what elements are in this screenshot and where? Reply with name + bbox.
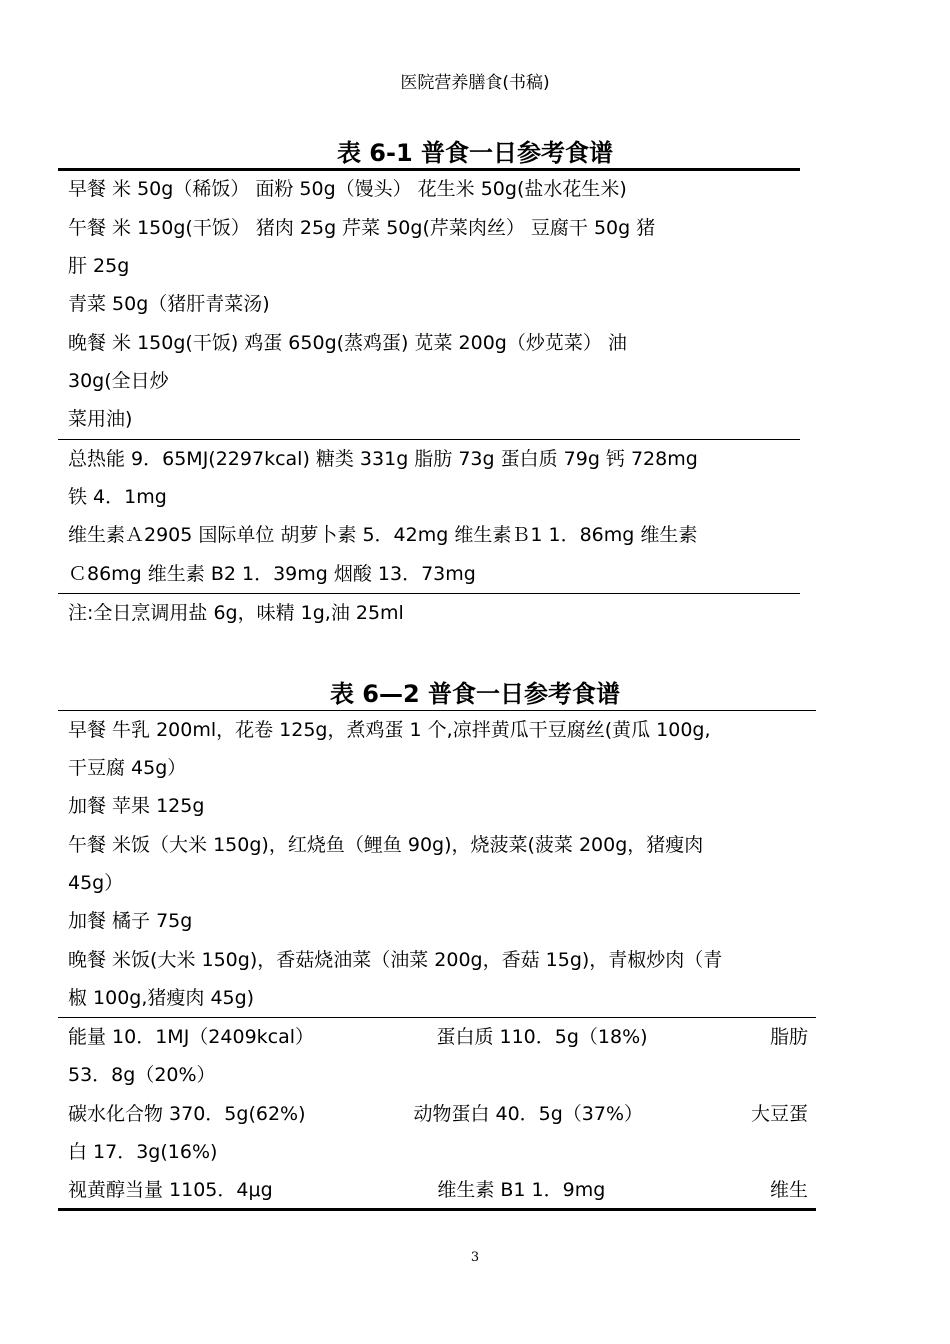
table2-nutrition-row bbox=[68, 1028, 808, 1047]
page-header: 医院营养膳食(书稿) bbox=[400, 73, 550, 93]
table2-menu-line: 加餐 苹果 125g bbox=[68, 795, 205, 817]
table2-menu-line: 午餐 米饭（大米 150g)，红烧鱼（鲤鱼 90g)，烧菠菜(菠菜 200g，猪瘦肉 bbox=[68, 834, 704, 856]
table2-menu-line: 椒 100g,猪瘦肉 45g) bbox=[68, 987, 255, 1009]
table2-top-rule bbox=[58, 710, 816, 711]
table1-nutrition-line: 铁 4．1mg bbox=[68, 486, 167, 508]
table2-mid-rule bbox=[58, 1017, 816, 1018]
table1-top-rule bbox=[58, 168, 800, 171]
page-number: 3 bbox=[470, 1250, 480, 1265]
table2-nutrition-row bbox=[68, 1181, 808, 1200]
fat-label: 脂肪 bbox=[769, 1026, 808, 1048]
table2-menu-line: 干豆腐 45g） bbox=[68, 757, 187, 779]
animal-protein-value: 动物蛋白 40．5g（37%） bbox=[413, 1103, 644, 1125]
table2-menu-line: 晚餐 米饭(大米 150g)，香菇烧油菜（油菜 200g，香菇 15g)，青椒炒肉（青 bbox=[68, 949, 723, 971]
table1-menu-line: 30g(全日炒 bbox=[68, 370, 169, 392]
vitamin-b1-value: 维生素 B1 1．9mg bbox=[437, 1179, 606, 1201]
retinol-value: 视黄醇当量 1105．4μg bbox=[68, 1179, 273, 1201]
carbohydrate-value: 碳水化合物 370．5g(62%) bbox=[68, 1103, 306, 1125]
table1-nutrition-line: 维生素Ａ2905 国际单位 胡萝卜素 5．42mg 维生素Ｂ1 1．86mg 维生素 bbox=[68, 524, 698, 546]
table1-menu-line: 青菜 50g（猪肝青菜汤) bbox=[68, 293, 270, 315]
table2-menu-line: 加餐 橘子 75g bbox=[68, 910, 193, 932]
soy-protein-label: 大豆蛋 bbox=[750, 1103, 808, 1125]
table1-caption: 表 6-1 普食一日参考食谱 bbox=[336, 139, 614, 167]
vitamin-label: 维生 bbox=[769, 1179, 808, 1201]
table2-caption: 表 6—2 普食一日参考食谱 bbox=[329, 680, 621, 708]
energy-value: 能量 10．1MJ（2409kcal） bbox=[68, 1026, 315, 1048]
table1-menu-line: 早餐 米 50g（稀饭） 面粉 50g（馒头） 花生米 50g(盐水花生米) bbox=[68, 178, 627, 200]
table2-menu-line: 早餐 牛乳 200ml，花卷 125g，煮鸡蛋 1 个,凉拌黄瓜干豆腐丝(黄瓜 100g, bbox=[68, 719, 711, 741]
table1-menu-line: 肝 25g bbox=[68, 255, 130, 277]
table2-nutrition-line: 白 17．3g(16%) bbox=[68, 1141, 218, 1163]
table1-menu-line: 菜用油) bbox=[68, 408, 133, 430]
table1-nutrition-line: 总热能 9．65MJ(2297kcal) 糖类 331g 脂肪 73g 蛋白质 79g 钙 728mg bbox=[68, 448, 698, 470]
table1-menu-line: 午餐 米 150g(干饭） 猪肉 25g 芹菜 50g(芹菜肉丝） 豆腐干 50g 猪 bbox=[68, 217, 656, 239]
table2-nutrition-line: 53．8g（20%） bbox=[68, 1064, 216, 1086]
protein-value: 蛋白质 110．5g（18%) bbox=[436, 1026, 648, 1048]
table2-nutrition-row bbox=[68, 1105, 808, 1124]
table1-nutrition-line: Ｃ86mg 维生素 B2 1．39mg 烟酸 13．73mg bbox=[68, 563, 476, 585]
table2-bottom-rule bbox=[58, 1208, 816, 1211]
table1-menu-line: 晚餐 米 150g(干饭) 鸡蛋 650g(蒸鸡蛋) 苋菜 200g（炒苋菜） 油 bbox=[68, 332, 627, 354]
table1-bottom-rule bbox=[58, 593, 800, 594]
table2-menu-line: 45g） bbox=[68, 872, 124, 894]
table1-mid-rule bbox=[58, 439, 800, 440]
table1-note: 注:全日烹调用盐 6g，味精 1g,油 25ml bbox=[68, 602, 404, 624]
